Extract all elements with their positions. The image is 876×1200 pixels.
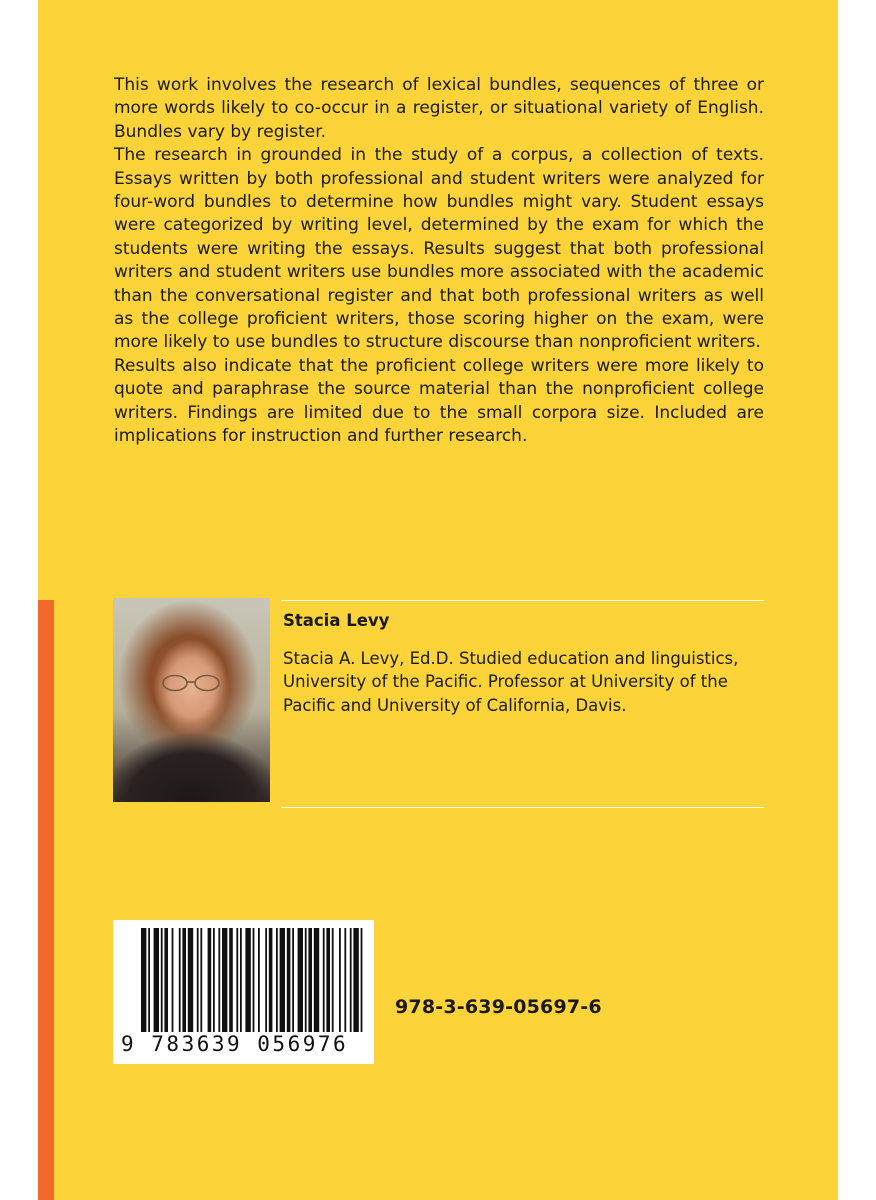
barcode-bar	[164, 928, 168, 1032]
blurb-paragraph: Results also indicate that the proficient college writers were more likely to quote and paraphrase the source material than the nonproficient college writers. Findings are limited due to the small corpora size. Included are implications for instruction and further research.	[114, 355, 764, 447]
barcode-bar	[305, 928, 307, 1032]
barcode-bar	[292, 928, 294, 1032]
barcode-bar	[229, 928, 233, 1032]
barcode-digits: 9 783639 056976	[121, 1032, 349, 1056]
barcode-bar	[236, 928, 238, 1032]
barcode-bar	[148, 928, 150, 1032]
barcode-bar	[200, 928, 202, 1032]
barcode-bar	[339, 928, 341, 1032]
barcode-bar	[276, 928, 278, 1032]
barcode-bar	[298, 928, 303, 1032]
isbn: 978-3-639-05697-6	[395, 996, 602, 1018]
barcode-bar	[258, 928, 260, 1032]
barcode-bar	[218, 928, 220, 1032]
barcode-bar	[179, 928, 181, 1032]
barcode-bar	[222, 928, 227, 1032]
barcode-bar	[344, 928, 346, 1032]
author-name: Stacia Levy	[283, 611, 390, 630]
barcode-bar	[308, 928, 312, 1032]
barcode-bar	[314, 928, 319, 1032]
book-blurb	[114, 74, 764, 449]
glasses-icon	[161, 674, 221, 692]
barcode-bar	[182, 928, 186, 1032]
barcode-bar	[265, 928, 267, 1032]
barcode-bar	[253, 928, 255, 1032]
barcode-bar	[188, 928, 193, 1032]
barcode-bar	[197, 928, 199, 1032]
accent-bar	[38, 600, 54, 1200]
author-photo-shoulders	[113, 732, 270, 802]
author-photo	[113, 598, 270, 802]
barcode-bar	[245, 928, 250, 1032]
blurb-paragraph: This work involves the research of lexical bundles, sequences of three or more words likely to co-occur in a register, or situational variety of English. Bundles vary by register.	[114, 75, 764, 142]
barcode-bar	[350, 928, 352, 1032]
blurb-paragraph: The research in grounded in the study of a corpus, a collection of texts. Essays written by both professional and student writers were analyzed for four-word bundles to determine how bundles might vary. Student essays were categorized by writing level, determined by the exam for which the students were writing the essays. Results suggest that both professional writers and student writers use bundles more associated with the academic than the conversational register and that both professional writers as well as the college proficient writers, those scoring higher on the exam, were more likely to use bundles to structure discourse than nonproficient writers.	[114, 145, 764, 353]
author-bio: Stacia A. Levy, Ed.D. Studied education and linguistics, University of the Pacific. Professor at University of the Pacific and University of California, Davis.	[283, 649, 739, 715]
barcode-bar	[161, 928, 163, 1032]
barcode-bar	[141, 928, 146, 1032]
barcode-bar	[361, 928, 363, 1032]
barcode-bar	[208, 928, 212, 1032]
barcode-bar	[213, 928, 215, 1032]
barcode-bar	[280, 928, 285, 1032]
barcode-bar	[326, 928, 330, 1032]
barcode-bar	[332, 928, 334, 1032]
barcode-bar	[353, 928, 358, 1032]
barcode-bar	[323, 928, 325, 1032]
author-rule-top	[281, 600, 764, 601]
barcode-bar	[287, 928, 291, 1032]
barcode-bar	[240, 928, 242, 1032]
author-rule-bottom	[281, 807, 764, 808]
barcode	[113, 920, 374, 1064]
barcode-bar	[269, 928, 273, 1032]
barcode-bar	[172, 928, 174, 1032]
barcode-bar	[154, 928, 159, 1032]
